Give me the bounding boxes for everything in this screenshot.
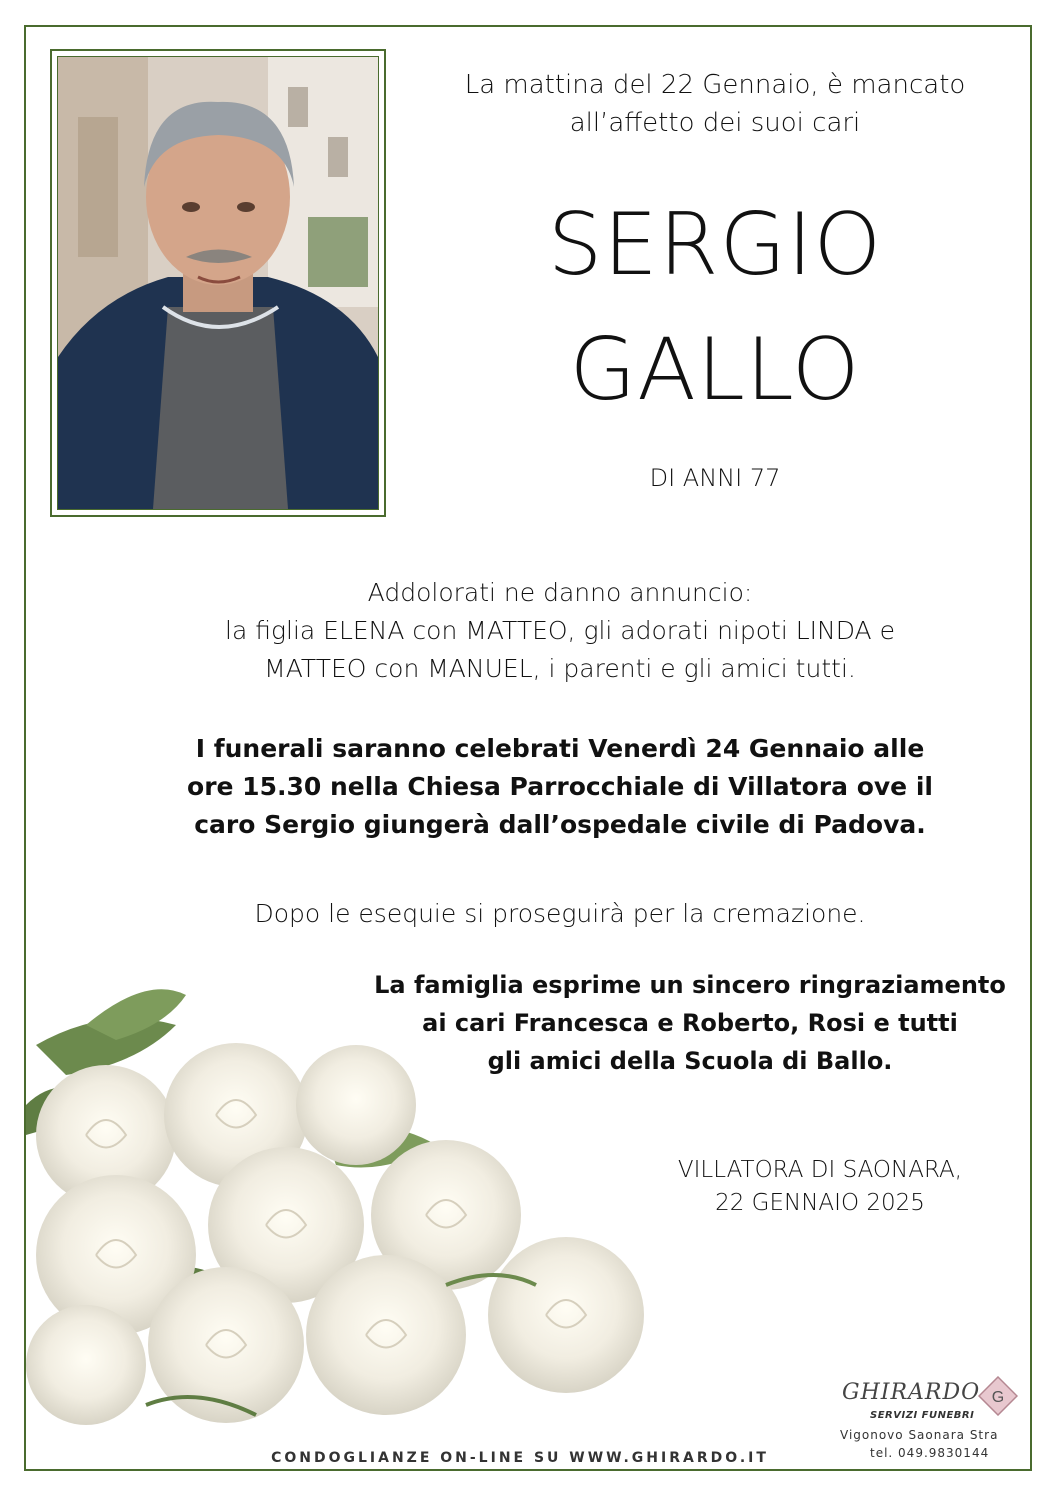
condolences-footer: CONDOGLIANZE ON-LINE SU WWW.GHIRARDO.IT xyxy=(271,1450,769,1466)
logo-diamond-icon xyxy=(978,1376,1018,1416)
cremation-note: Dopo le esequie si proseguirà per la cremazione. xyxy=(254,899,866,928)
portrait-photo-frame xyxy=(50,49,386,517)
thanks-line-3: gli amici della Scuola di Ballo. xyxy=(487,1047,893,1075)
announcement-line-1: Addolorati ne danno annuncio: xyxy=(367,578,753,607)
first-name: SERGIO xyxy=(547,195,883,295)
funeral-line-3: caro Sergio giungerà dall’ospedale civile di Padova. xyxy=(194,810,926,839)
place-line: VILLATORA DI SAONARA, xyxy=(677,1157,963,1183)
date-line: 22 GENNAIO 2025 xyxy=(715,1190,925,1216)
intro-text xyxy=(400,66,1030,142)
last-name: GALLO xyxy=(569,320,861,420)
funeral-details xyxy=(60,730,1058,844)
funeral-line-1: I funerali saranno celebrati Venerdì 24 Gennaio alle xyxy=(195,734,925,763)
thanks-line-1: La famiglia esprime un sincero ringraziamento xyxy=(374,971,1006,999)
place-date xyxy=(630,1154,1010,1220)
logo-phone: tel. 049.9830144 xyxy=(870,1446,990,1460)
announcement-text xyxy=(60,574,1058,688)
announcement-line-2: la figlia ELENA con MATTEO, gli adorati nipoti LINDA e xyxy=(225,616,895,645)
logo-mark-letter: G xyxy=(991,1389,1005,1406)
funeral-line-2: ore 15.30 nella Chiesa Parrocchiale di Villatora ove il xyxy=(187,772,933,801)
thanks-text xyxy=(340,966,1040,1080)
intro-line-1: La mattina del 22 Gennaio, è mancato xyxy=(464,70,966,100)
logo-name: GHIRARDO xyxy=(842,1380,981,1405)
thanks-line-2: ai cari Francesca e Roberto, Rosi e tutti xyxy=(422,1009,958,1037)
logo-towns: Vigonovo Saonara Stra xyxy=(840,1428,999,1442)
logo-subtitle: SERVIZI FUNEBRI xyxy=(870,1410,975,1421)
age-text: DI ANNI 77 xyxy=(649,464,781,492)
announcement-line-3: MATTEO con MANUEL, i parenti e gli amici tutti. xyxy=(264,654,856,683)
intro-line-2: all’affetto dei suoi cari xyxy=(569,108,861,138)
portrait-photo xyxy=(57,56,379,510)
